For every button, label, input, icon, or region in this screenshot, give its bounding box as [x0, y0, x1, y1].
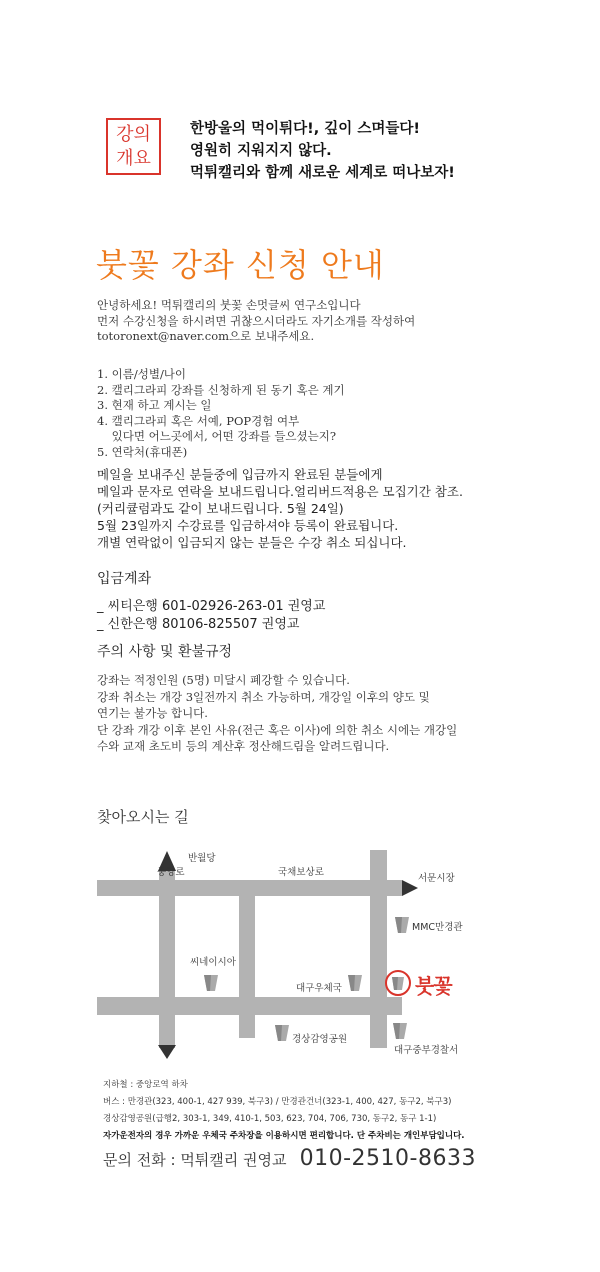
arrow-down-icon: [158, 1045, 176, 1059]
label-police: 대구중부경찰서: [394, 1045, 459, 1056]
label-post: 대구우체국: [296, 983, 342, 994]
label-cinema: 씨네이시아: [190, 957, 236, 968]
list-item: 4. 캘리그라피 혹은 서예, POP경험 여부: [97, 413, 300, 428]
mail-line: 5월 23일까지 수강료를 입금하셔야 등록이 완료됩니다.: [97, 518, 399, 533]
intro-line: 영원히 지워지지 않다.: [190, 143, 332, 159]
building-icon: [393, 1023, 407, 1039]
building-icon: [204, 975, 218, 991]
refund-line: 연기는 불가능 합니다.: [97, 706, 208, 720]
refund-line: 단 강좌 개강 이후 본인 사유(전근 혹은 이사)에 의한 취소 시에는 개강일: [97, 722, 458, 737]
greeting-line: 안녕하세요! 먹튀캘리의 붓꽃 손멋글씨 연구소입니다: [97, 298, 361, 312]
bus-line: 경상감영공원(급행2, 303-1, 349, 410-1, 503, 623, 704, 706, 730, 동구2, 동구 1-1): [103, 1114, 437, 1124]
brand-mark: 붓꽃: [415, 974, 452, 998]
mail-line: (커리큘럼과도 같이 보내드립니다. 5월 24일): [97, 501, 344, 516]
intro-text: [190, 118, 455, 184]
account-block: [97, 598, 325, 634]
greeting-block: [97, 298, 415, 345]
location-marker-icon: [384, 969, 412, 997]
map-heading: 찾아오시는 길: [97, 808, 189, 826]
list-item: 5. 연락처(휴대폰): [97, 444, 188, 459]
account-line: _ 신한은행 80106-825507 권영교: [97, 617, 300, 632]
email-line: totoronext@naver.com으로 보내주세요.: [97, 329, 315, 343]
label-gukchae: 국채보상로: [278, 867, 324, 878]
intro-line: 한방울의 먹이튀다!, 깊이 스며들다!: [190, 121, 420, 137]
bus-line: 버스 : 만경관(323, 400-1, 427 939, 북구3) / 만경관건너(323-1, 400, 427, 동구2, 북구3): [103, 1097, 452, 1107]
greeting-line: 먼저 수강신청을 하시려면 귀찮으시더라도 자기소개를 작성하여: [97, 313, 416, 328]
intro-items: [97, 367, 345, 460]
refund-line: 수와 교재 초도비 등의 계산후 정산해드림을 알려드립니다.: [97, 739, 390, 753]
refund-block: [97, 672, 457, 755]
phone-number: 010-2510-8633: [299, 1146, 476, 1171]
road-east: [370, 850, 387, 1048]
label-jungangro: 중앙로: [157, 867, 185, 878]
contact-label: 문의 전화 : 먹튀캘리 권영교: [103, 1151, 287, 1169]
label-banwoldang: 반월당: [188, 853, 216, 864]
notice-title: 붓꽃 강좌 신청 안내: [96, 246, 385, 284]
mail-line: 메일을 보내주신 분들중에 입금까지 완료된 분들에게: [97, 467, 383, 482]
label-mmc: MMC만경관: [412, 922, 463, 933]
arrow-right-icon: [402, 880, 418, 896]
intro-line: 먹튀캘리와 함께 새로운 세계로 떠나보자!: [190, 165, 455, 181]
badge-line-1: 강의: [116, 124, 151, 145]
account-heading: 입금계좌: [97, 571, 152, 587]
list-item: 2. 캘리그라피 강좌를 신청하게 된 동기 혹은 계기: [97, 382, 345, 397]
list-item: 3. 현재 하고 계시는 일: [97, 398, 212, 412]
refund-heading: 주의 사항 및 환불규정: [97, 644, 233, 660]
contact: [103, 1146, 476, 1171]
refund-line: 강좌 취소는 개강 3일전까지 취소 가능하며, 개강일 이후의 양도 및: [97, 689, 430, 704]
road-west: [159, 870, 175, 1048]
mail-line: 개별 연락없이 입금되지 않는 분들은 수강 취소 되십니다.: [97, 535, 407, 550]
list-item: 1. 이름/성별/나이: [97, 367, 187, 381]
label-park: 경상감영공원: [292, 1034, 348, 1045]
list-item: 있다면 어느곳에서, 어떤 강좌를 들으셨는지?: [97, 429, 337, 443]
refund-line: 강좌는 적정인원 (5명) 미달시 폐강할 수 있습니다.: [97, 673, 350, 687]
subway-line: 지하철 : 중앙로역 하차: [103, 1080, 188, 1090]
mail-notice: [97, 466, 463, 551]
map: [0, 835, 600, 1075]
mail-line: 메일과 문자로 연락을 보내드립니다.얼리버드적용은 모집기간 참조.: [97, 484, 463, 499]
parking-line: 자가운전자의 경우 가까운 우체국 주차장을 이용하시면 편리합니다. 단 주차비는 개인부담입니다.: [103, 1131, 465, 1141]
building-icon: [395, 917, 409, 933]
intro-badge: [106, 118, 161, 175]
building-icon: [275, 1025, 289, 1041]
road-middle: [239, 880, 255, 1038]
building-icon: [348, 975, 362, 991]
transport-info: [103, 1077, 465, 1145]
account-line: _ 씨티은행 601-02926-263-01 권영교: [97, 599, 326, 614]
label-seomun: 서문시장: [418, 873, 455, 884]
badge-line-2: 개요: [116, 148, 151, 169]
